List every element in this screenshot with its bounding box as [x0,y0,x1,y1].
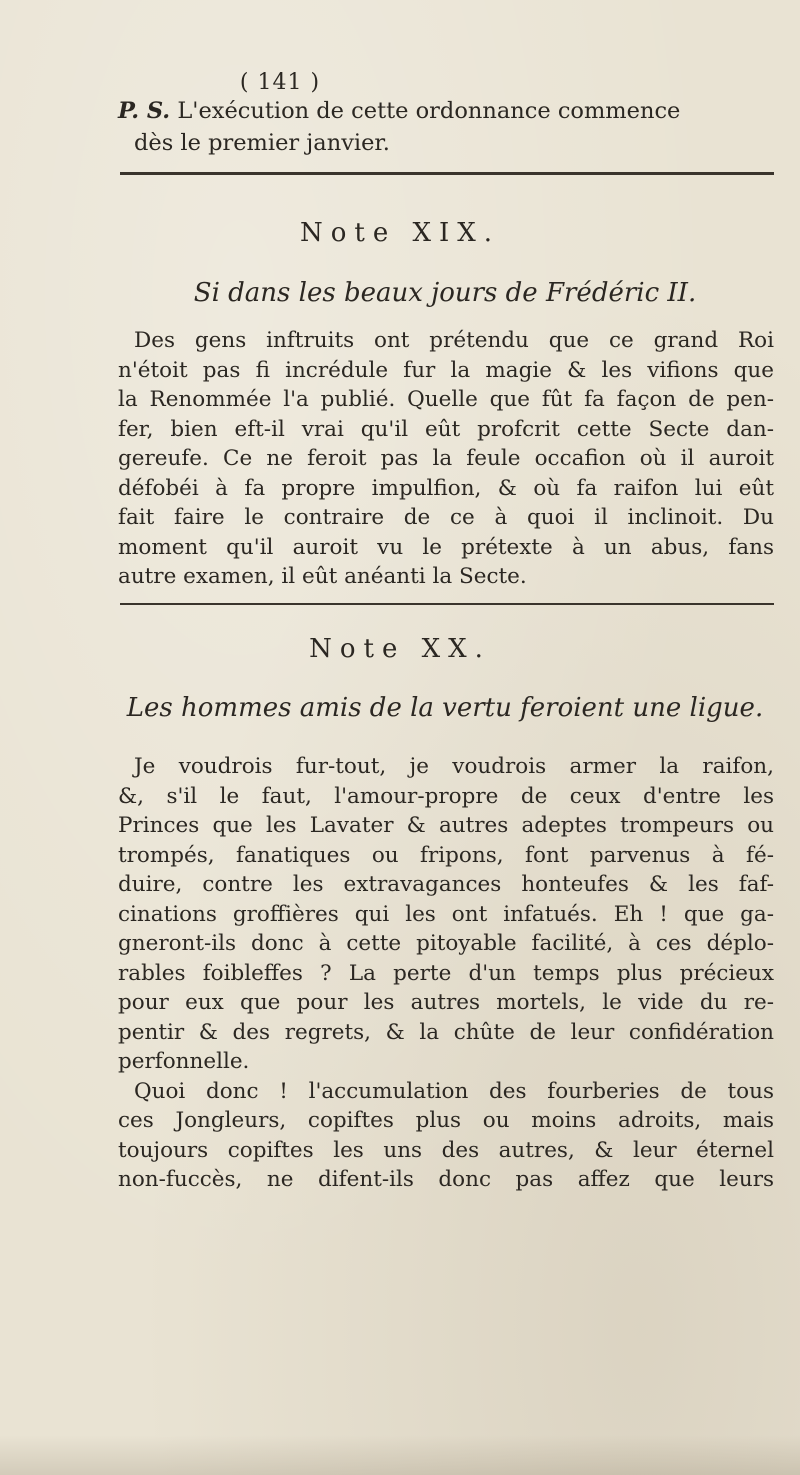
text-line: duire, contre les extravagances honteufes & les faf- [118,872,774,897]
page-number: ( 141 ) [239,70,321,95]
note-19-heading: Note XIX. [299,218,501,248]
text-line: autre examen, il eût anéanti la Secte. [118,564,527,589]
text-line: ces Jongleurs, copiftes plus ou moins adroits, mais [118,1108,774,1133]
text-line: gneront-ils donc à cette pitoyable facilité, à ces déplo- [118,931,774,956]
postscript-mark: P. S. [118,98,171,124]
note-19-subtitle: Si dans les beaux jours de Frédéric II. [193,278,697,308]
section-divider-rule [120,603,774,605]
section-divider-rule [120,172,774,175]
text-line: défobéi à fa propre impulfion, & où fa raifon lui eût [118,475,774,501]
text-line: toujours copiftes les uns des autres, & leur éternel [118,1137,774,1163]
text-line: cinations groffières qui les ont infatués. Eh ! que ga- [118,901,774,927]
text-line: n'étoit pas fi incrédule fur la magie & les vifions que [118,357,774,383]
text-line: &, s'il le faut, l'amour-propre de ceux d'entre les [118,783,774,809]
note-20-paragraph-1 [118,752,774,1195]
text-line: Princes que les Lavater & autres adeptes trompeurs ou [118,813,774,838]
text-line: rables foibleffes ? La perte d'un temps plus précieux [118,960,774,986]
page-edge-shadow [0,1435,800,1475]
postscript [118,95,772,159]
text-line: Quoi donc ! l'accumulation des fourberies de tous [134,1078,774,1104]
text-line: la Renommée l'a publié. Quelle que fût fa façon de pen- [118,387,774,412]
text-line: moment qu'il auroit vu le prétexte à un abus, fans [118,534,774,560]
note-19-paragraph [118,326,774,592]
text-line: Des gens inftruits ont prétendu que ce grand Roi [134,328,774,353]
text-line: fer, bien eft-il vrai qu'il eût profcrit cette Secte dan- [118,416,774,442]
note-20-subtitle: Les hommes amis de la vertu feroient une ligue. [126,693,764,723]
text-line: Je voudrois fur-tout, je voudrois armer la raifon, [134,754,774,779]
text-line: gereufe. Ce ne feroit pas la feule occafion où il auroit [118,446,774,471]
postscript-text-line-2: dès le premier janvier. [134,130,390,156]
note-20-heading: Note XX. [309,634,491,664]
text-line: perfonnelle. [118,1049,250,1074]
text-line: pentir & des regrets, & la chûte de leur confidération [118,1019,774,1045]
text-line: trompés, fanatiques ou fripons, font parvenus à fé- [118,842,774,868]
text-line: fait faire le contraire de ce à quoi il inclinoit. Du [118,505,774,530]
text-line: non-fuccès, ne difent-ils donc pas affez que leurs [118,1167,774,1192]
text-line: pour eux que pour les autres mortels, le vide du re- [118,990,774,1015]
postscript-text-line-1: L'exécution de cette ordonnance commence [177,98,681,124]
